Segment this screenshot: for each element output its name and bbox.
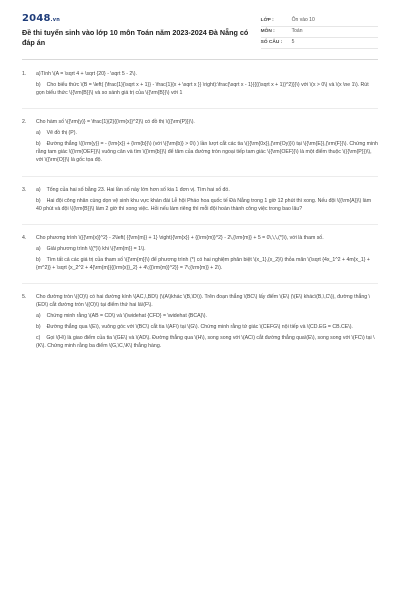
part-text: Đường thẳng qua \(E\), vuông góc với \(BC\) cắt tia \(AF\) tại \(G\). Chứng minh rằng tứ giác \(CEFG\) nội tiếp và \(CD.EG = CB.CE\).: [46, 324, 353, 331]
question-1: [22, 70, 378, 100]
question-number: 1.: [22, 71, 27, 77]
question-separator: [22, 224, 378, 225]
question-separator: [22, 108, 378, 109]
part-label: b): [36, 82, 41, 89]
part-label: a): [36, 130, 41, 137]
part-text: Cho đường tròn \((O)\) có hai đường kính \(AC,\,BD\) (\(A\)khác \(B,\D\)). Trên đoạn thẳng \(BC\) lấy điểm \(E\) (\(E\) khác\(B,\,C\)), đường thẳng \(ED\) cắt đường tròn \((O)\) tại điểm thứ hai là\(F\).: [36, 293, 370, 308]
part-text: Hai đội công nhân cùng dọn vệ sinh khu vực khán đài Lễ hội Pháo hoa quốc tế Đà Nẵng trong 1 giờ 12 phút thì xong. Nếu đội \({\rm{A}}\) làm 40 phút và đội \({\rm{B}}\) làm 2 giờ thì xong việc. Hỏi nếu làm riêng thì mỗi đội hoàn thành công việc trong bao lâu?: [36, 197, 372, 212]
site-logo[interactable]: [22, 14, 261, 24]
part-text: Tổng của hai số bằng 23. Hai lần số này lớn hơn số kia 1 đơn vị. Tìm hai số đó.: [46, 186, 230, 193]
meta-row-count: [261, 38, 378, 49]
logo-suffix: .vn: [50, 17, 60, 23]
question-part: [36, 245, 378, 253]
question-part: [36, 70, 378, 78]
question-separator: [22, 176, 378, 177]
part-text: Cho phương trình \({{\rm{x}}^2} - 2\left( {{\rm{m}} + 1} \right){\rm{x}} + {{\rm{m}}^2} - 2\,{\rm{m}} + 5 = 0\,\,\,(*)\), với là tham số.: [36, 234, 324, 241]
part-label: b): [36, 324, 41, 331]
part-text: Cho biểu thức \(B = \left( {\frac{1}{\sqrt x + 1}} - \frac{1}{x + \sqrt x }} \right):\frac{\sqrt x - 1}{{{(\sqrt x + 1)}^2}}}\) với \(x > 0\) và \(x \ne 1\). Rút gọn biểu thức \({\rm{B}}\) và so sánh giá trị của \({\rm{B}}\) với 1: [36, 82, 369, 97]
part-text: Cho hàm số \({\rm{y}} = \frac{1}{2}{{\rm{x}}^2}\) có đồ thị \(({\rm{P}})\).: [36, 119, 195, 126]
question-body: [36, 234, 378, 275]
meta-label: LỚP :: [260, 18, 274, 24]
question-3: [22, 186, 378, 216]
question-number: 3.: [22, 186, 27, 193]
question-part: [36, 140, 378, 164]
meta-value: Ôn vào 10: [291, 17, 315, 24]
header-left: [22, 14, 261, 47]
question-part: [36, 256, 378, 272]
question-separator: [22, 283, 378, 284]
meta-value: Toán: [291, 28, 303, 35]
meta-table: [261, 16, 378, 49]
part-label: b): [36, 141, 41, 148]
header-divider: [22, 59, 378, 60]
part-label: a): [36, 186, 41, 193]
question-part: [36, 186, 378, 194]
part-label: b): [36, 256, 41, 263]
document-header: [22, 14, 378, 49]
part-label: a): [36, 313, 41, 320]
question-part: [36, 81, 378, 97]
question-list: [22, 70, 378, 353]
question-part: [36, 312, 378, 320]
question-4: [22, 234, 378, 275]
meta-label: SỐ CÂU :: [260, 40, 283, 46]
question-part: [36, 234, 378, 242]
part-text: Vẽ đồ thị (P).: [46, 130, 77, 137]
meta-row-class: [261, 16, 378, 27]
question-5: [22, 293, 378, 353]
document-title: Đề thi tuyển sinh vào lớp 10 môn Toán năm 2023-2024 Đà Nẵng có đáp án: [22, 28, 249, 47]
meta-value: 5: [291, 39, 295, 46]
part-text: a)Tính \(A = \sqrt 4 + \sqrt {20} - \sqrt 5 - 2\).: [36, 71, 137, 77]
question-part: [36, 197, 378, 213]
part-text: Đường thẳng \({\rm{y}} = - {\rm{x}} + {\rm{b}}\) (với \({\rm{b}} > 0\) ) lần lượt cắt các tia \(({\rm{0x}},{\rm{Oy}}\) tại \({\rm{E}},{\rm{F}}\). Chứng minh rằng tam giác \({\rm{OEF}}\) vuông cân và tìm \({\rm{b}}\) để tâm của đường tròn ngoại tiếp tam giác \({\rm{OEF}}\) là một điểm thuộc \(({\rm{P}})\), với \({\rm{O}}\) là gốc tọa độ.: [36, 141, 378, 164]
logo-text: 2048: [22, 13, 51, 24]
part-text: Giải phương trình \((*)\) khi \({\rm{m}} = 1\).: [46, 245, 146, 252]
question-body: [36, 186, 378, 216]
question-number: 2.: [22, 119, 27, 126]
question-body: [36, 70, 378, 100]
part-text: Chứng minh rằng \(AB = CD\) và \(\widehat {CFD} = \widehat {BCA}\).: [46, 313, 207, 320]
question-number: 5.: [22, 293, 27, 300]
question-2: [22, 118, 378, 167]
question-part: [36, 293, 378, 309]
question-part: [36, 323, 378, 331]
question-body: [36, 118, 378, 167]
part-text: Tìm tất cả các giá trị của tham số \({\rm{m}}\) để phương trình (*) có hai nghiệm phân biệt \(x_1},{x_2}\) thỏa mãn \(\sqrt {4x_1^2 + 4m{x_1} + {m^2}} + \sqrt {x_2^2 + 4{\rm{m}}{{\rm{x}}_2} + 4\;{{\rm{m}}^2}} = 7\;{\rm{m}} + 2\).: [36, 256, 370, 271]
meta-label: MÔN :: [260, 29, 275, 35]
meta-row-subject: [261, 27, 378, 38]
question-part: [36, 334, 378, 350]
question-part: [36, 129, 378, 137]
part-label: c): [36, 335, 41, 342]
part-text: Gọi \(H\) là giao điểm của tia \(GE\) và \(AD\). Đường thẳng qua \(H\), song song với \(AC\) cắt đường thẳng qua\(E\), song song với \(FC\) tại \(K\). Chứng minh rằng ba điểm \(G,\C,\K\) thẳng hàng.: [36, 335, 375, 350]
question-number: 4.: [22, 234, 27, 241]
part-label: b): [36, 197, 41, 204]
part-label: a): [36, 245, 41, 252]
question-body: [36, 293, 378, 353]
question-part: [36, 118, 378, 126]
